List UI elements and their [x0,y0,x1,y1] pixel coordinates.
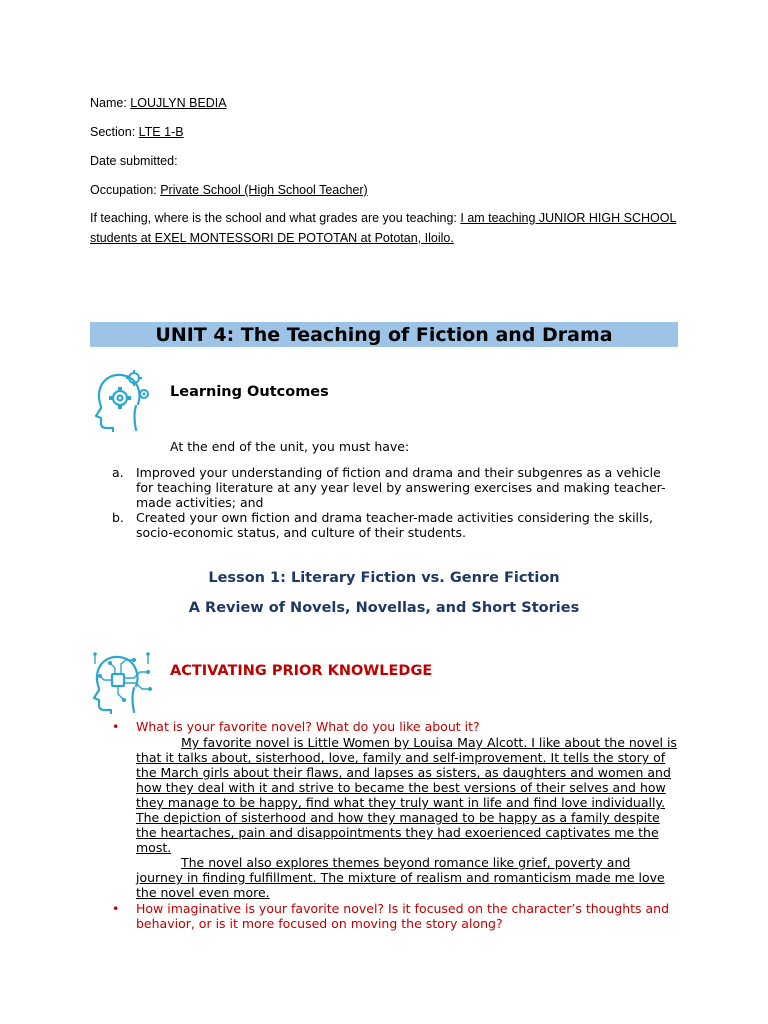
lesson-title: Lesson 1: Literary Fiction vs. Genre Fiction [208,570,560,586]
outcome-text: Created your own fiction and drama teacher-made activities considering the skills, socio-economic status, and culture of their students. [136,510,653,540]
occupation-label: Occupation: [90,183,161,197]
teaching-value: I am teaching JUNIOR HIGH SCHOOL students at EXEL MONTESSORI DE POTOTAN at Pototan, Iloilo. [90,211,677,245]
learning-outcomes-heading: Learning Outcomes [170,384,329,400]
answer-text [136,735,681,900]
answer-paragraph: My favorite novel is Little Women by Louisa May Alcott. I like about the novel is that it talks about, sisterhood, love, family and self-improvement. It tells the story of the March girls about their flaws, and lapses as sisters, as daughters and women and how they deal with it and strive to became the best versions of their selves and how they manage to be happy, find what they truly want in life and find love individually. The depiction of sisterhood and how they managed to be happy as a family despite the heartaches, pain and disappointments they had exoerienced captivates me the most. [136,735,677,855]
unit-title: UNIT 4: The Teaching of Fiction and Drama [155,323,613,346]
list-item [112,510,672,540]
question-item [112,901,682,931]
date-label: Date submitted: [90,154,178,168]
section-label: Section: [90,125,139,139]
list-marker: a. [112,465,124,480]
occupation-field [90,180,368,200]
list-marker: b. [112,510,124,525]
outcome-text: Improved your understanding of fiction and drama and their subgenres as a vehicle for teaching literature at any year level by answering exercises and making teacher-made activities; and [136,465,666,510]
question-text: How imaginative is your favorite novel? Is it focused on the character’s thoughts and behavior, or is it more focused on moving the story along? [136,901,670,931]
occupation-value: Private School (High School Teacher) [160,183,368,197]
teaching-label: If teaching, where is the school and what grades are you teaching: [90,211,461,225]
unit-title-bar [90,322,678,347]
date-field [90,151,178,171]
section-field [90,122,184,142]
bullet: • [112,901,120,916]
question-text: What is your favorite novel? What do you like about it? [136,719,480,734]
name-value: LOUJLYN BEDIA [130,96,227,110]
outcomes-intro: At the end of the unit, you must have: [170,439,410,454]
lesson-subtitle: A Review of Novels, Novellas, and Short Stories [188,600,580,616]
answer-paragraph: The novel also explores themes beyond romance like grief, poverty and journey in finding fulfillment. The mixture of realism and romanticism made me love the novel even more. [136,855,665,900]
outcomes-list [112,465,672,540]
section-value: LTE 1-B [138,125,184,139]
activating-prior-knowledge-heading: ACTIVATING PRIOR KNOWLEDGE [170,663,433,679]
list-item [112,465,672,510]
head-circuit-icon [90,648,160,718]
name-field [90,93,227,113]
name-label: Name: [90,96,131,110]
bullet: • [112,719,120,734]
head-gears-icon [92,366,154,436]
question-item [112,719,682,734]
teaching-field [90,208,690,248]
